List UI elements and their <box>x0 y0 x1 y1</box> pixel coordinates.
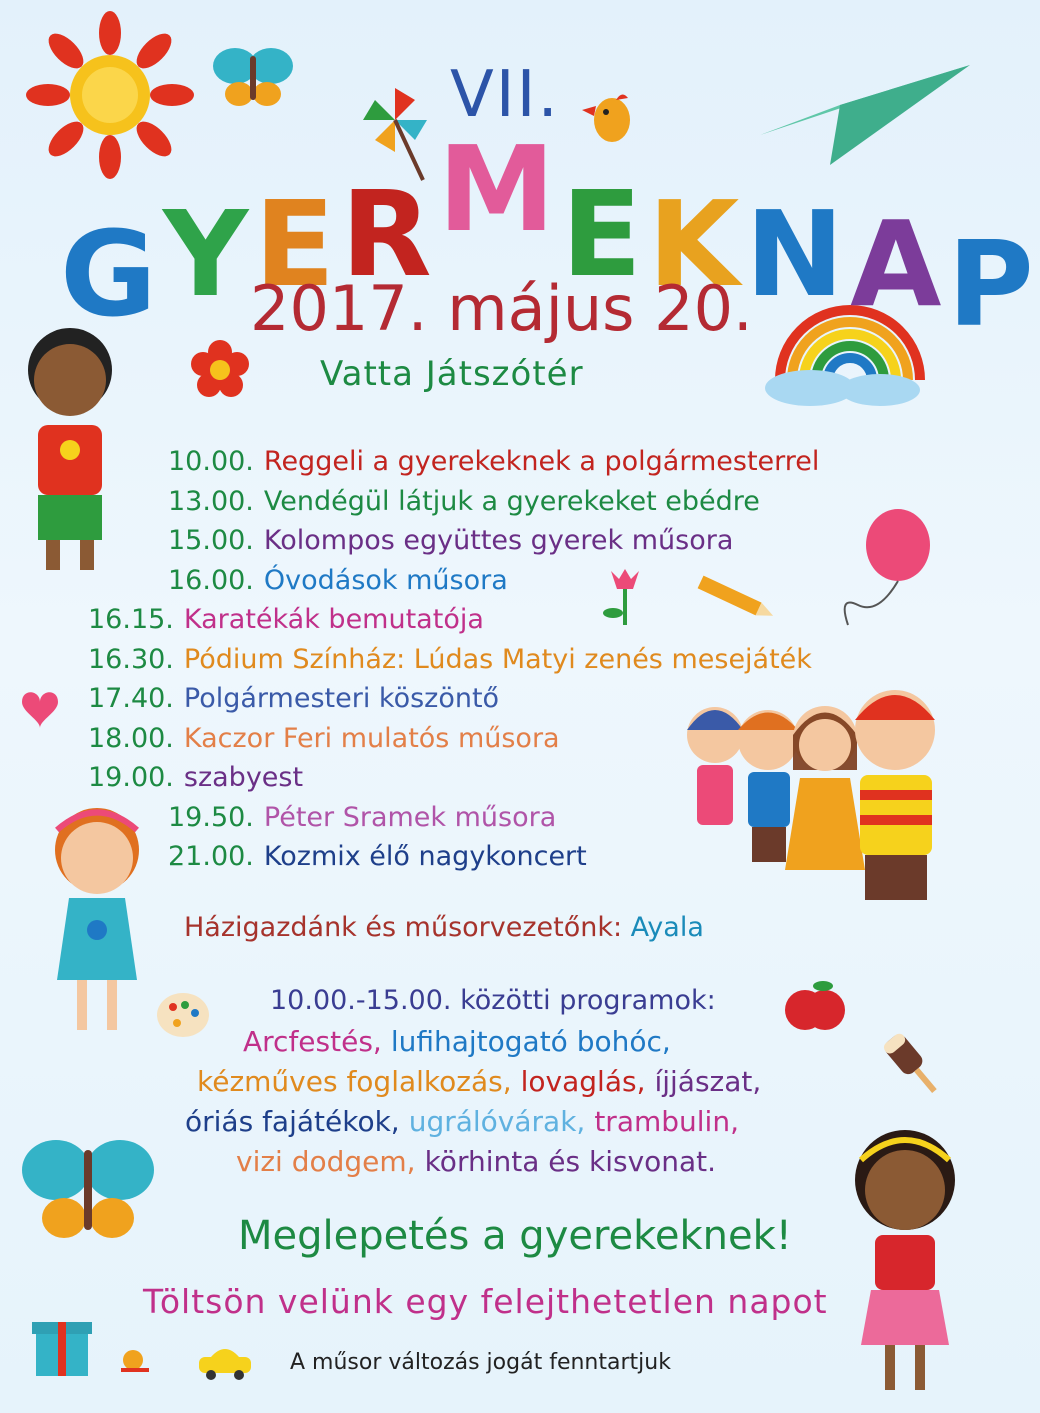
schedule-row <box>168 525 733 556</box>
host-line <box>184 912 704 943</box>
title-letter: P <box>947 215 1040 353</box>
schedule-event: Kolompos együttes gyerek műsora <box>263 525 734 556</box>
schedule-time: 15.00. <box>168 525 254 556</box>
schedule-row <box>168 446 819 477</box>
program-item: körhinta és kisvonat. <box>424 1145 717 1178</box>
balloon-icon <box>845 509 930 625</box>
schedule-event: Vendégül látjuk a gyerekeket ebédre <box>263 485 760 517</box>
schedule-event: szabyest <box>183 762 304 793</box>
toy-car-icon <box>199 1349 251 1380</box>
program-item: Arcfestés, <box>243 1025 382 1058</box>
program-line <box>197 1065 761 1098</box>
surprise-text: Meglepetés a gyerekeknek! <box>238 1213 792 1259</box>
schedule-row <box>168 841 587 872</box>
schedule-row <box>168 802 556 833</box>
schedule-event: Kaczor Feri mulatós műsora <box>183 722 560 754</box>
program-item: kézműves foglalkozás, <box>197 1065 512 1098</box>
schedule-time: 16.00. <box>168 564 254 596</box>
schedule-time: 19.00. <box>88 762 174 793</box>
sun-icon <box>26 11 194 179</box>
schedule-time: 17.40. <box>88 683 174 714</box>
schedule-time: 19.50. <box>168 801 254 833</box>
schedule-time: 18.00. <box>88 722 174 754</box>
flower-icon <box>191 340 249 397</box>
schedule-row <box>88 723 560 754</box>
girl-illustration <box>855 1130 955 1390</box>
title-letter: R <box>340 165 438 303</box>
programs-title: 10.00.-15.00. közötti programok: <box>270 985 716 1016</box>
schedule-row <box>88 762 303 793</box>
schedule-row <box>88 604 484 635</box>
program-item: óriás fajátékok, <box>185 1105 400 1138</box>
schedule-event: Karatékák bemutatója <box>183 604 484 635</box>
ice-cream-icon <box>882 1031 944 1099</box>
schedule-event: Reggeli a gyerekeknek a polgármesterrel <box>263 446 820 477</box>
program-item: lovaglás, <box>520 1065 646 1098</box>
boy-illustration <box>28 328 112 570</box>
invite-text: Töltsön velünk egy felejthetetlen napot <box>143 1282 828 1321</box>
kids-group-illustration <box>687 690 935 900</box>
butterfly-icon <box>22 1140 154 1238</box>
event-venue: Vatta Játszótér <box>320 354 584 394</box>
program-line <box>185 1105 739 1138</box>
host-label: Házigazdánk és műsorvezetőnk: <box>184 912 623 943</box>
schedule-time: 21.00. <box>168 841 254 872</box>
butterfly-icon <box>213 48 293 106</box>
crayon-icon <box>698 576 776 622</box>
schedule-time: 10.00. <box>168 446 254 477</box>
schedule-event: Polgármesteri köszöntő <box>183 683 500 714</box>
program-line <box>243 1025 671 1058</box>
title-letter: E <box>561 165 648 303</box>
title-letter: A <box>850 195 948 333</box>
schedule-time: 16.15. <box>88 604 174 635</box>
title-letter: N <box>745 185 851 323</box>
program-line <box>236 1145 716 1178</box>
girl-illustration <box>55 808 139 1030</box>
event-date: 2017. május 20. <box>250 272 753 345</box>
schedule-row <box>88 683 499 714</box>
palette-icon <box>157 993 209 1037</box>
bird-icon <box>582 94 630 142</box>
disclaimer-text: A műsor változás jogát fenntartjuk <box>290 1350 671 1375</box>
schedule-event: Kozmix élő nagykoncert <box>263 841 587 872</box>
program-item: ugrálóvárak, <box>408 1105 586 1138</box>
title-letter: E <box>254 175 341 313</box>
gift-icon <box>32 1322 92 1376</box>
schedule-event: Péter Sramek műsora <box>263 801 557 833</box>
program-item: lufihajtogató bohóc, <box>390 1025 671 1058</box>
program-item: íjjászat, <box>654 1065 762 1098</box>
schedule-row <box>168 565 508 596</box>
title-letter: M <box>437 120 562 258</box>
schedule-event: Óvodások műsora <box>263 564 508 596</box>
heart-icon <box>22 692 58 728</box>
apple-icon <box>785 981 845 1030</box>
schedule-event: Pódium Színház: Lúdas Matyi zenés mesejáték <box>183 643 812 675</box>
tulip-icon <box>603 569 639 625</box>
schedule-row <box>168 486 760 517</box>
title-letter: G <box>60 205 163 343</box>
program-item: trambulin, <box>594 1105 739 1138</box>
edition-number: VII. <box>450 58 560 132</box>
title-letter: Y <box>162 185 255 323</box>
paper-plane-icon <box>760 65 970 165</box>
title-letter: K <box>647 175 746 313</box>
snail-icon <box>121 1350 149 1370</box>
host-name: Ayala <box>630 912 704 943</box>
schedule-row <box>88 644 812 675</box>
schedule-time: 13.00. <box>168 485 254 517</box>
program-item: vizi dodgem, <box>236 1145 416 1178</box>
schedule-time: 16.30. <box>88 643 174 675</box>
